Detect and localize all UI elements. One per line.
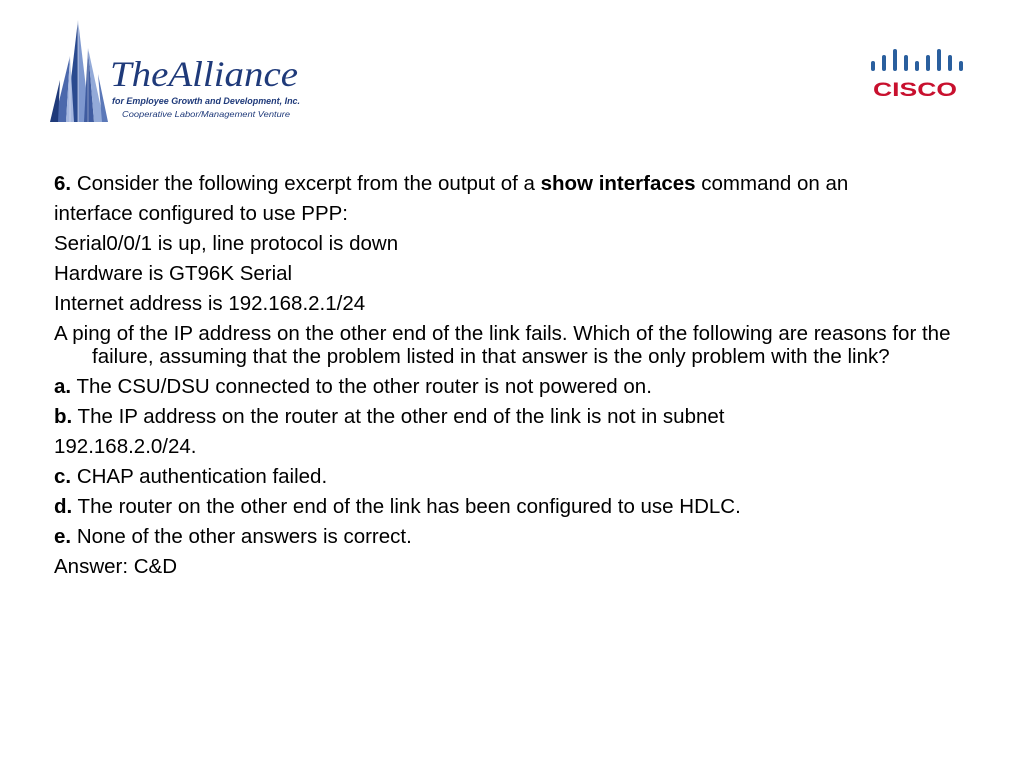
cisco-logo xyxy=(866,44,964,100)
option-d-text: The router on the other end of the link has been configured to use HDLC. xyxy=(77,495,741,518)
question-line-2: interface configured to use PPP: xyxy=(54,202,349,225)
alliance-wordmark: TheAlliance xyxy=(110,54,299,94)
option-c xyxy=(54,465,974,488)
output-line-1: Serial0/0/1 is up, line protocol is down xyxy=(54,232,399,255)
question-number: 6. xyxy=(54,172,72,195)
option-e-text: None of the other answers is correct. xyxy=(76,525,412,548)
option-d-label: d. xyxy=(54,495,73,518)
cisco-bars-icon xyxy=(871,49,963,71)
answer-line: Answer: C&D xyxy=(54,555,178,578)
question-intro-after: command on an xyxy=(701,172,849,195)
option-e-label: e. xyxy=(54,525,72,548)
alliance-subtitle: Cooperative Labor/Management Venture xyxy=(122,109,291,119)
option-e xyxy=(54,525,974,548)
option-b-label: b. xyxy=(54,405,73,428)
option-a xyxy=(54,375,974,398)
question-content xyxy=(54,172,974,585)
question-intro xyxy=(54,172,974,195)
option-b-continued: 192.168.2.0/24. xyxy=(54,435,197,458)
option-b-text: The IP address on the router at the other end of the link is not in subnet xyxy=(77,405,725,428)
option-c-label: c. xyxy=(54,465,72,488)
command-name: show interfaces xyxy=(540,172,696,195)
cisco-wordmark: CISCO xyxy=(873,80,957,100)
option-c-text: CHAP authentication failed. xyxy=(76,465,328,488)
alliance-tower-icon xyxy=(50,20,108,122)
question-prompt: A ping of the IP address on the other end of the link fails. Which of the following are reasons for the failure, assuming that the problem listed in that answer is the only problem with the link? xyxy=(54,322,951,368)
output-line-2: Hardware is GT96K Serial xyxy=(54,262,293,285)
question-intro-before: Consider the following excerpt from the output of a xyxy=(76,172,535,195)
output-line-3: Internet address is 192.168.2.1/24 xyxy=(54,292,366,315)
option-b xyxy=(54,405,974,428)
alliance-logo xyxy=(48,18,308,128)
option-a-text: The CSU/DSU connected to the other router is not powered on. xyxy=(76,375,652,398)
option-d xyxy=(54,495,974,518)
alliance-tagline: for Employee Growth and Development, Inc. xyxy=(112,96,300,106)
option-a-label: a. xyxy=(54,375,72,398)
